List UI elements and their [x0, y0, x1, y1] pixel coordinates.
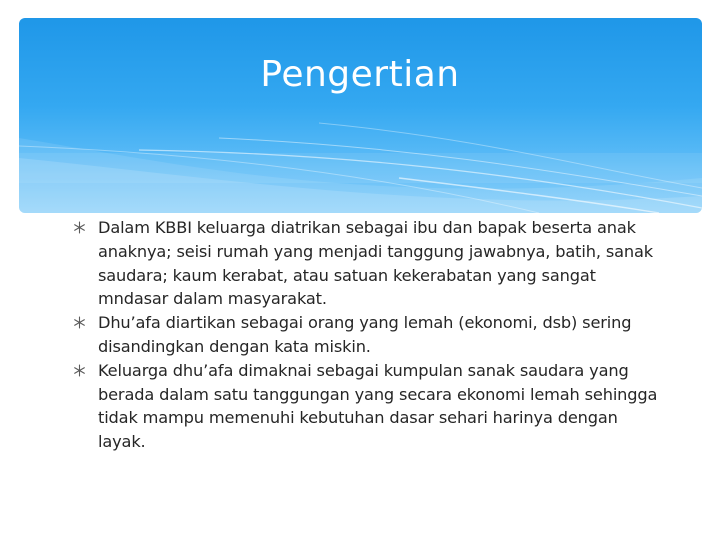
bullet-item [72, 359, 662, 454]
bullet-text: Dalam KBBI keluarga diatrikan sebagai ibu dan bapak beserta anak anaknya; seisi rumah yang menjadi tanggung jawabnya, batih, sanak saudara; kaum kerabat, atau satuan kekerabatan yang sangat mndasar dalam masyarakat. [98, 218, 653, 309]
bullet-item [72, 216, 662, 311]
slide-content [72, 216, 662, 454]
bullet-text: Keluarga dhu’afa dimaknai sebagai kumpulan sanak saudara yang berada dalam satu tanggungan yang secara ekonomi lemah sehingga tidak mampu memenuhi kebutuhan dasar sehari harinya dengan layak. [98, 360, 658, 452]
bullet-list [72, 216, 662, 454]
slide-title: Pengertian [260, 54, 460, 95]
title-banner [19, 18, 702, 213]
bullet-item [72, 311, 662, 359]
bullet-text: Dhu’afa diartikan sebagai orang yang lemah (ekonomi, dsb) sering disandingkan dengan kata miskin. [98, 313, 632, 356]
asterisk-bullet-icon [73, 364, 86, 377]
asterisk-bullet-icon [73, 316, 86, 329]
decorative-waves [19, 18, 702, 213]
asterisk-bullet-icon [73, 221, 86, 234]
